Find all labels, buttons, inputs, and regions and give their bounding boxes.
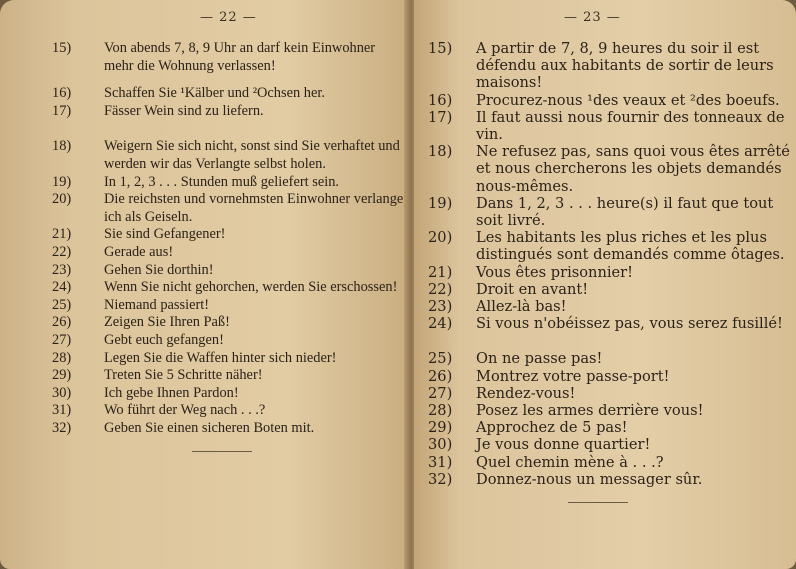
entry-number: 18) xyxy=(52,138,72,155)
entry-number: 30) xyxy=(52,384,72,401)
entry-28-de xyxy=(52,350,410,368)
entry-number: 21) xyxy=(428,263,453,281)
entry-number: 29) xyxy=(52,367,72,384)
entry-22-de xyxy=(52,244,410,262)
entry-text: Wenn Sie nicht gehorchen, werden Sie erschossen! xyxy=(104,279,398,296)
entry-text: Treten Sie 5 Schritte näher! xyxy=(104,367,263,384)
entry-31-de xyxy=(52,402,410,420)
entry-15-de xyxy=(52,40,410,75)
entry-text: Legen Sie die Waffen hinter sich nieder! xyxy=(104,349,337,366)
entry-text: Les habitants les plus riches et les plus distingués sont demandés comme ôtages. xyxy=(476,229,785,264)
entry-27-fr xyxy=(428,385,796,402)
entry-text: Donnez-nous un messager sûr. xyxy=(476,470,703,488)
entry-16-de xyxy=(52,85,410,103)
entry-24-de xyxy=(52,279,410,297)
entry-text: Ne refusez pas, sans quoi vous êtes arrêté et nous chercherons les objets demandés nous-mêmes. xyxy=(476,143,790,195)
entry-number: 27) xyxy=(52,331,72,348)
entry-number: 16) xyxy=(428,91,453,109)
entry-text: Posez les armes derrière vous! xyxy=(476,402,704,420)
entry-number: 31) xyxy=(428,453,453,471)
entry-32-fr xyxy=(428,471,796,488)
entry-20-de xyxy=(52,191,410,226)
entry-text: Wo führt der Weg nach . . .? xyxy=(104,402,266,419)
entry-26-de xyxy=(52,314,410,332)
entry-text: Die reichsten und vornehmsten Einwohner verlange ich als Geiseln. xyxy=(104,191,404,225)
entry-23-de xyxy=(52,262,410,280)
entry-number: 24) xyxy=(52,279,72,296)
entry-19-de xyxy=(52,174,410,192)
right-page xyxy=(414,0,796,569)
entry-text: Approchez de 5 pas! xyxy=(476,419,628,437)
entry-text: Gerade aus! xyxy=(104,243,174,260)
entry-number: 32) xyxy=(428,470,453,488)
entry-number: 26) xyxy=(52,314,72,331)
entry-30-de xyxy=(52,385,410,403)
entry-number: 30) xyxy=(428,436,453,454)
entry-text: Allez-là bas! xyxy=(476,298,567,316)
entry-number: 25) xyxy=(52,296,72,313)
entry-text: Geben Sie einen sicheren Boten mit. xyxy=(104,419,315,436)
entry-29-fr xyxy=(428,419,796,436)
entry-text: Gebt euch gefangen! xyxy=(104,331,224,348)
entry-23-fr xyxy=(428,298,796,315)
entry-20-fr xyxy=(428,229,796,263)
entry-text: Ich gebe Ihnen Pardon! xyxy=(104,384,239,401)
entry-24-fr xyxy=(428,315,796,332)
entry-number: 15) xyxy=(52,40,72,56)
entry-text: Von abends 7, 8, 9 Uhr an darf kein Einwohner mehr die Wohnung verlassen! xyxy=(104,40,376,74)
entry-17-de xyxy=(52,103,410,121)
entry-number: 15) xyxy=(428,40,453,57)
entry-text: Procurez-nous ¹des veaux et ²des boeufs. xyxy=(476,91,780,109)
entry-32-de xyxy=(52,420,410,438)
entry-text: Schaffen Sie ¹Kälber und ²Ochsen her. xyxy=(104,85,325,102)
entry-number: 27) xyxy=(428,384,453,402)
entry-number: 32) xyxy=(52,419,72,436)
entry-21-de xyxy=(52,226,410,244)
entry-number: 24) xyxy=(428,315,453,333)
entry-number: 16) xyxy=(52,85,72,102)
entry-17-fr xyxy=(428,109,796,143)
entry-text: Rendez-vous! xyxy=(476,384,576,402)
entry-28-fr xyxy=(428,402,796,419)
entry-number: 31) xyxy=(52,402,72,419)
entry-number: 22) xyxy=(428,280,453,298)
entry-text: On ne passe pas! xyxy=(476,350,603,368)
entry-text: In 1, 2, 3 . . . Stunden muß geliefert sein. xyxy=(104,173,340,190)
entry-25-de xyxy=(52,297,410,315)
entry-text: Fässer Wein sind zu liefern. xyxy=(104,102,264,119)
entry-number: 17) xyxy=(52,102,72,119)
entry-number: 21) xyxy=(52,226,72,243)
entry-text: Sie sind Gefangener! xyxy=(104,226,226,243)
entry-18-fr xyxy=(428,143,796,195)
page-number-right: — 23 — xyxy=(564,10,621,25)
entry-text: Je vous donne quartier! xyxy=(476,436,651,454)
entry-15-fr xyxy=(428,40,796,92)
entry-number: 25) xyxy=(428,350,453,368)
entry-text: Montrez votre passe-port! xyxy=(476,367,670,385)
entry-text: Weigern Sie sich nicht, sonst sind Sie verhaftet und werden wir das Verlangte selbst holen. xyxy=(104,138,400,172)
entry-number: 29) xyxy=(428,419,453,437)
entry-number: 18) xyxy=(428,143,453,161)
entry-number: 28) xyxy=(428,402,453,420)
entry-text: Droit en avant! xyxy=(476,280,589,298)
divider-rule xyxy=(568,502,628,503)
entry-31-fr xyxy=(428,454,796,471)
entry-number: 23) xyxy=(428,298,453,316)
entry-30-fr xyxy=(428,436,796,453)
divider-rule xyxy=(192,451,252,452)
entry-18-de xyxy=(52,138,410,173)
entry-22-fr xyxy=(428,281,796,298)
entry-number: 23) xyxy=(52,261,72,278)
entry-number: 19) xyxy=(52,173,72,190)
entry-19-fr xyxy=(428,195,796,229)
entry-26-fr xyxy=(428,368,796,385)
entry-27-de xyxy=(52,332,410,350)
right-entries xyxy=(428,40,796,503)
entry-text: Gehen Sie dorthin! xyxy=(104,261,214,278)
entry-number: 22) xyxy=(52,243,72,260)
entry-number: 28) xyxy=(52,349,72,366)
entry-29-de xyxy=(52,367,410,385)
entry-number: 20) xyxy=(52,191,72,208)
entry-16-fr xyxy=(428,92,796,109)
entry-text: Dans 1, 2, 3 . . . heure(s) il faut que tout soit livré. xyxy=(476,194,774,230)
entry-text: A partir de 7, 8, 9 heures du soir il est défendu aux habitants de sortir de leurs maisons! xyxy=(476,40,774,92)
entry-21-fr xyxy=(428,264,796,281)
entry-text: Si vous n'obéissez pas, vous serez fusillé! xyxy=(476,315,783,333)
entry-text: Zeigen Sie Ihren Paß! xyxy=(104,314,230,331)
entry-number: 19) xyxy=(428,194,453,212)
entry-number: 17) xyxy=(428,108,453,126)
entry-text: Il faut aussi nous fournir des tonneaux de vin. xyxy=(476,108,785,144)
entry-number: 26) xyxy=(428,367,453,385)
entry-number: 20) xyxy=(428,229,453,247)
entry-text: Vous êtes prisonnier! xyxy=(476,263,633,281)
entry-text: Niemand passiert! xyxy=(104,296,210,313)
page-number-left: — 22 — xyxy=(200,10,257,25)
entry-25-fr xyxy=(428,350,796,367)
entry-text: Quel chemin mène à . . .? xyxy=(476,453,664,471)
left-entries xyxy=(52,40,410,452)
